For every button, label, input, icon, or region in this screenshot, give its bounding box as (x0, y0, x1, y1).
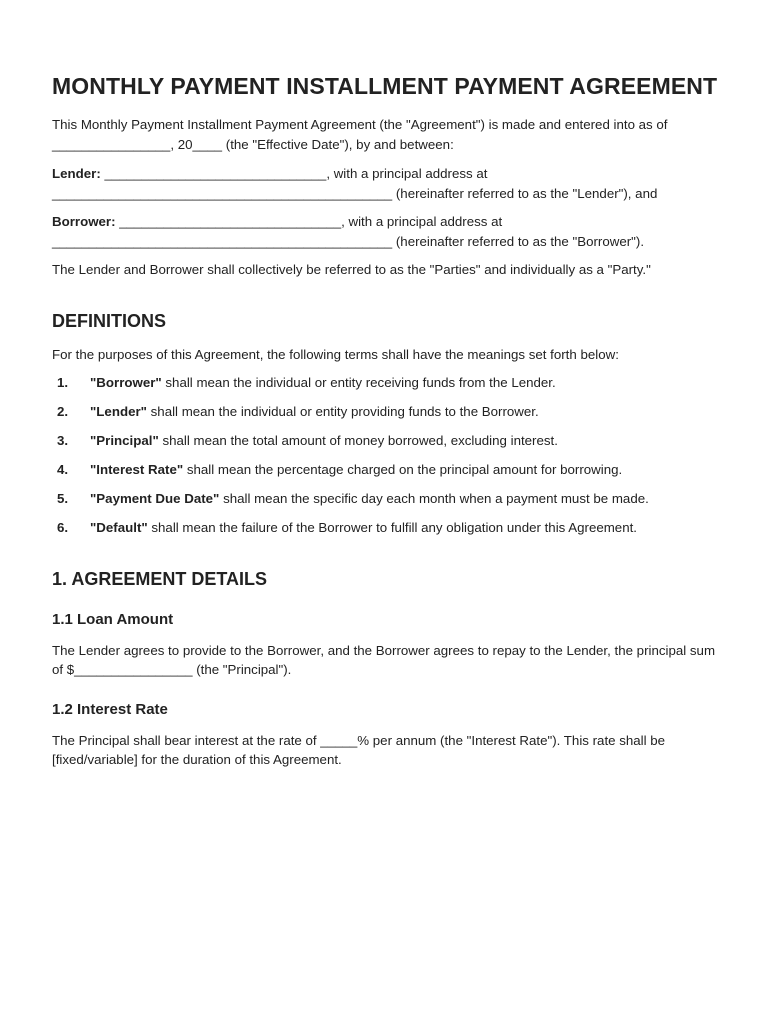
definition-number: 4. (57, 462, 69, 477)
loan-amount-heading: 1.1 Loan Amount (52, 610, 174, 628)
definition-text: shall mean the individual or entity providing funds to the Borrower. (146, 404, 539, 419)
borrower-text: ______________________________, with a principal address at ______________________________________________ (hereinafter referred to as the "Borrower"). (52, 214, 645, 249)
lender-label: Lender: (52, 166, 101, 181)
definition-number: 3. (57, 433, 69, 448)
definition-number: 5. (57, 491, 69, 506)
definition-number: 6. (57, 520, 69, 535)
lender-paragraph (52, 164, 718, 203)
definition-item (52, 489, 718, 509)
parties-paragraph: The Lender and Borrower shall collectively be referred to as the "Parties" and individually as a "Party." (52, 262, 651, 277)
definition-text: shall mean the percentage charged on the principal amount for borrowing. (183, 462, 623, 477)
definition-item (52, 431, 718, 451)
definition-number: 1. (57, 375, 69, 390)
definition-item (52, 402, 718, 422)
definition-term: "Borrower" (90, 375, 162, 390)
definition-term: "Default" (90, 520, 148, 535)
definition-item (52, 373, 718, 393)
loan-amount-paragraph: The Lender agrees to provide to the Borrower, and the Borrower agrees to repay to the Lender, the principal sum of $________________ (the "Principal"). (52, 642, 716, 677)
agreement-details-heading: 1. AGREEMENT DETAILS (52, 568, 268, 589)
lender-text: ______________________________, with a principal address at ______________________________________________ (hereinafter referred to as the "Lender"), and (52, 166, 658, 201)
interest-rate-heading: 1.2 Interest Rate (52, 700, 168, 718)
intro-paragraph: This Monthly Payment Installment Payment Agreement (the "Agreement") is made and entered into as of ________________, 20____ (the "Effective Date"), by and between: (52, 117, 668, 152)
definition-text: shall mean the specific day each month when a payment must be made. (219, 491, 649, 506)
definitions-list (52, 373, 718, 538)
borrower-label: Borrower: (52, 214, 116, 229)
definition-term: "Lender" (90, 404, 147, 419)
borrower-paragraph (52, 212, 718, 251)
definitions-heading: DEFINITIONS (52, 310, 167, 331)
definition-text: shall mean the individual or entity receiving funds from the Lender. (161, 375, 556, 390)
document-title: MONTHLY PAYMENT INSTALLMENT PAYMENT AGREEMENT (52, 73, 718, 99)
definition-term: "Payment Due Date" (90, 491, 220, 506)
definition-text: shall mean the failure of the Borrower to fulfill any obligation under this Agreement. (147, 520, 637, 535)
definition-number: 2. (57, 404, 69, 419)
definition-term: "Interest Rate" (90, 462, 184, 477)
definition-text: shall mean the total amount of money borrowed, excluding interest. (158, 433, 558, 448)
definition-item (52, 460, 718, 480)
definitions-intro: For the purposes of this Agreement, the following terms shall have the meanings set forth below: (52, 346, 619, 362)
definition-term: "Principal" (90, 433, 159, 448)
interest-rate-paragraph: The Principal shall bear interest at the rate of _____% per annum (the "Interest Rate"). This rate shall be [fixed/variable] for the duration of this Agreement. (52, 732, 666, 767)
definition-item (52, 518, 718, 538)
